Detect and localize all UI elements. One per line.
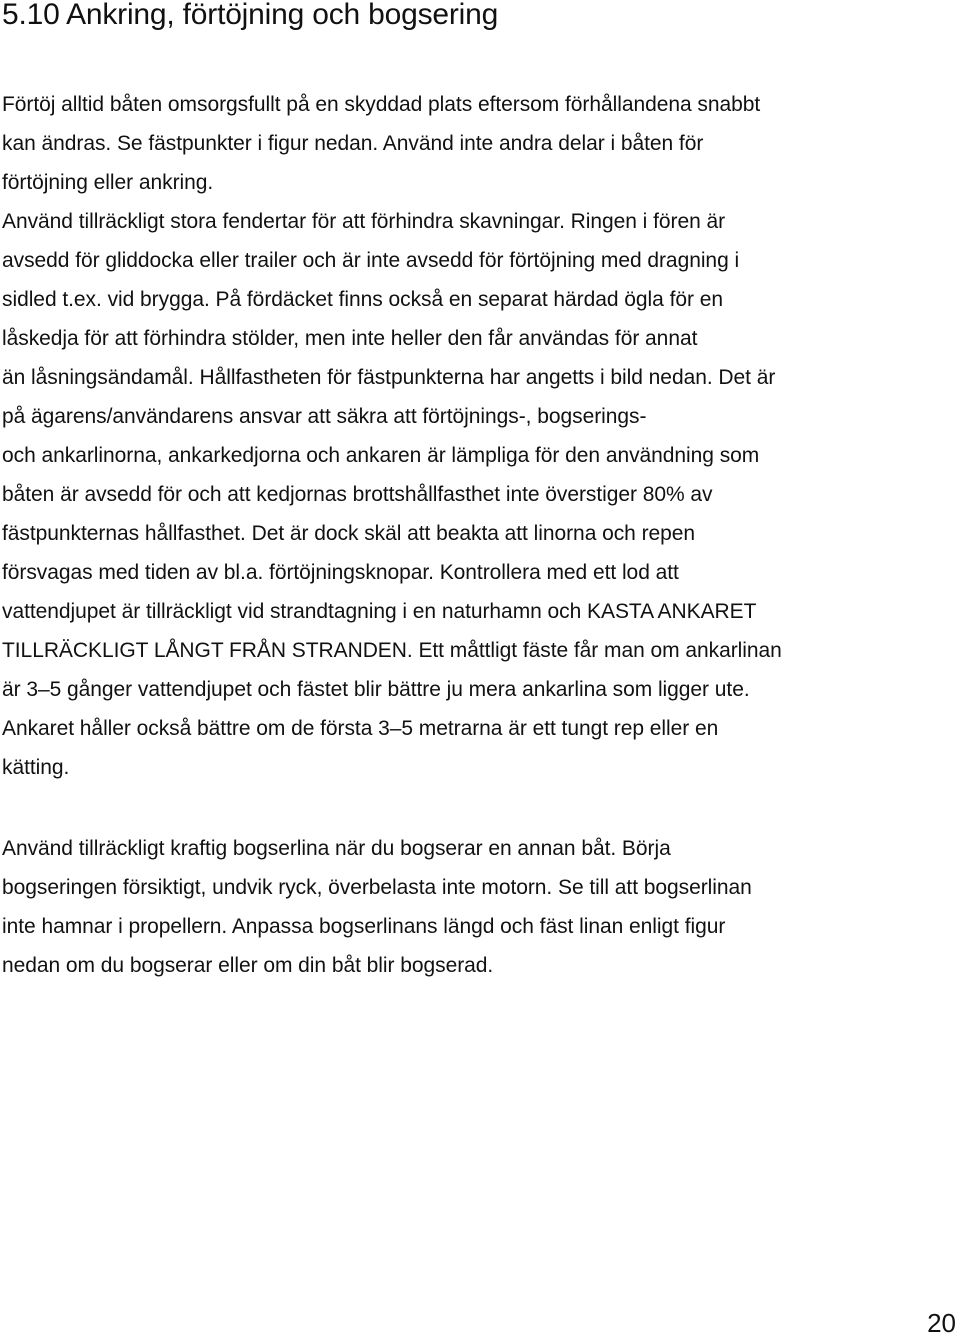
paragraph-mooring-anchoring [2,85,952,787]
paragraph-towing [2,829,952,985]
text-line: försvagas med tiden av bl.a. förtöjningsknopar. Kontrollera med ett lod att [2,561,679,584]
text-line: båten är avsedd för och att kedjornas brottshållfasthet inte överstiger 80% av [2,483,713,506]
document-page [2,0,952,985]
text-line: nedan om du bogserar eller om din båt blir bogserad. [2,954,494,977]
text-line: är 3–5 gånger vattendjupet och fästet blir bättre ju mera ankarlina som ligger ute. [2,678,750,701]
text-line: sidled t.ex. vid brygga. På fördäcket finns också en separat härdad ögla för en [2,288,723,311]
section-heading: 5.10 Ankring, förtöjning och bogsering [2,0,499,31]
text-line: låskedja för att förhindra stölder, men inte heller den får användas för annat [2,327,698,350]
text-line: fästpunkternas hållfasthet. Det är dock skäl att beakta att linorna och repen [2,522,696,545]
body-text [2,85,952,985]
text-line: TILLRÄCKLIGT LÅNGT FRÅN STRANDEN. Ett måttligt fäste får man om ankarlinan [2,639,782,662]
text-line: vattendjupet är tillräckligt vid strandtagning i en naturhamn och KASTA ANKARET [2,600,757,623]
text-line: förtöjning eller ankring. [2,171,214,194]
text-line: och ankarlinorna, ankarkedjorna och ankaren är lämpliga för den användning som [2,444,760,467]
paragraph-spacer [2,787,952,829]
page-number: 20 [927,1308,956,1338]
text-line: på ägarens/användarens ansvar att säkra att förtöjnings-, bogserings- [2,405,647,428]
text-line: kan ändras. Se fästpunkter i figur nedan. Använd inte andra delar i båten för [2,132,704,155]
text-line: än låsningsändamål. Hållfastheten för fästpunkterna har angetts i bild nedan. Det är [2,366,776,389]
text-line: kätting. [2,756,70,779]
text-line: Förtöj alltid båten omsorgsfullt på en skyddad plats eftersom förhållandena snabbt [2,93,761,116]
text-line: Använd tillräckligt stora fendertar för att förhindra skavningar. Ringen i fören är [2,210,726,233]
text-line: bogseringen försiktigt, undvik ryck, överbelasta inte motorn. Se till att bogserlinan [2,876,752,899]
text-line: Använd tillräckligt kraftig bogserlina när du bogserar en annan båt. Börja [2,837,671,860]
text-line: Ankaret håller också bättre om de första 3–5 metrarna är ett tungt rep eller en [2,717,719,740]
text-line: inte hamnar i propellern. Anpassa bogserlinans längd och fäst linan enligt figur [2,915,726,938]
text-line: avsedd för gliddocka eller trailer och är inte avsedd för förtöjning med dragning i [2,249,740,272]
